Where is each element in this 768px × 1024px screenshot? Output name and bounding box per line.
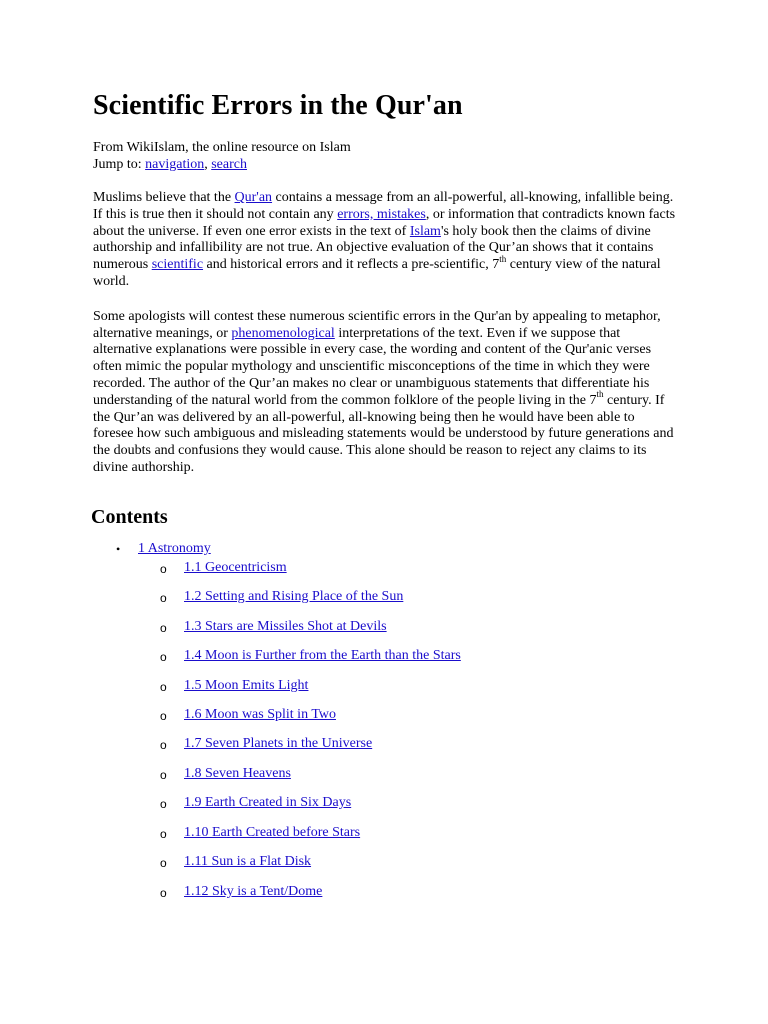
toc-link-seven-heavens[interactable]: 1.8 Seven Heavens <box>184 766 291 781</box>
p2-superscript: th <box>596 389 604 400</box>
toc-subitem <box>160 765 291 783</box>
toc-subitem <box>160 853 312 871</box>
p1-text-4: 's holy book then the claims of divine authorship and infallibility are not true. An objective evaluation of the Qur’an shows that it contains numerous <box>93 223 654 273</box>
toc-subitem <box>160 735 373 753</box>
sub-bullet-icon: o <box>160 738 167 752</box>
p1-text-1: Muslims believe that the <box>93 190 235 205</box>
toc-link-moon-split[interactable]: 1.6 Moon was Split in Two <box>184 707 336 722</box>
quran-link[interactable]: Qur'an <box>234 190 273 205</box>
p2-text-3: century. If the Qur’an was delivered by an all-powerful, all-knowing being then he would have been able to foresee how such ambiguous and misleading statements would be understood by future generations and the doubts and confusions they would cause. This alone should be reason to reject any claims to its divine authorship. <box>93 392 674 475</box>
article-body <box>93 86 678 477</box>
toc-link-flat-disk[interactable]: 1.11 Sun is a Flat Disk <box>184 854 312 869</box>
sub-bullet-icon: o <box>160 827 167 841</box>
page-title: Scientific Errors in the Qur'an <box>93 90 463 121</box>
islam-link[interactable]: Islam <box>409 223 441 239</box>
toc-link-geocentricism[interactable]: 1.1 Geocentricism <box>184 560 287 575</box>
p1-text-5: and historical errors and it reflects a pre-scientific, 7 <box>203 257 500 273</box>
apologists-paragraph <box>93 309 678 477</box>
p1-superscript: th <box>499 253 507 264</box>
toc-subitem <box>160 824 361 842</box>
sub-bullet-icon: o <box>160 709 167 723</box>
contents-heading: Contents <box>91 506 168 528</box>
toc-link-six-days[interactable]: 1.9 Earth Created in Six Days <box>184 795 352 810</box>
p2-text-1: Some apologists will contest these numerous scientific errors in the Qur'an by appealing to metaphor, alternative meanings, or <box>93 308 661 341</box>
toc-link-earth-before-stars[interactable]: 1.10 Earth Created before Stars <box>184 825 361 840</box>
toc-item-astronomy <box>116 540 211 558</box>
sub-bullet-icon: o <box>160 797 167 811</box>
errors-mistakes-link[interactable]: errors, mistakes <box>337 206 426 222</box>
jump-to-label: Jump to: <box>93 156 146 172</box>
sub-bullet-icon: o <box>160 562 167 576</box>
phenomenological-link[interactable]: phenomenological <box>231 325 335 341</box>
scientific-link[interactable]: scientific <box>151 257 204 273</box>
p1-text-6: century view of the natural world. <box>93 257 661 289</box>
toc-subitem <box>160 677 309 695</box>
site-subtitle: From WikiIslam, the online resource on Islam <box>93 140 351 155</box>
p1-text-3: , or information that contradicts known facts about the universe. If even one error exists in the text of <box>93 206 676 239</box>
intro-paragraph <box>93 190 678 291</box>
toc-link-moon-further[interactable]: 1.4 Moon is Further from the Earth than the Stars <box>184 648 461 663</box>
toc-subitem <box>160 883 323 901</box>
jump-separator: , <box>204 156 212 172</box>
toc-subitem <box>160 559 287 577</box>
jump-search-link[interactable]: search <box>211 156 247 172</box>
p1-text-2: contains a message from an all-powerful, all-knowing, infallible being. If this is true then it should not contain any <box>93 190 674 222</box>
toc-link-setting-rising-sun[interactable]: 1.2 Setting and Rising Place of the Sun <box>184 589 404 604</box>
toc-subitem <box>160 706 336 724</box>
jump-navigation-link[interactable]: navigation <box>145 156 205 172</box>
toc-subitem <box>160 588 404 606</box>
sub-bullet-icon: o <box>160 621 167 635</box>
sub-bullet-icon: o <box>160 650 167 664</box>
toc-link-stars-missiles[interactable]: 1.3 Stars are Missiles Shot at Devils <box>184 619 387 634</box>
sub-bullet-icon: o <box>160 680 167 694</box>
toc-link-astronomy[interactable]: 1 Astronomy <box>138 541 211 556</box>
bullet-icon: • <box>116 542 121 556</box>
sub-bullet-icon: o <box>160 886 167 900</box>
toc-subitem <box>160 618 387 636</box>
sub-bullet-icon: o <box>160 856 167 870</box>
toc-link-seven-planets[interactable]: 1.7 Seven Planets in the Universe <box>184 736 373 751</box>
p2-text-2: interpretations of the text. Even if we suppose that alternative explanations were possible in every case, the wording and content of the Qur'anic verses often mimic the popular mythology and unscientific misconceptions of the time in which they were recorded. The author of the Qur’an makes no clear or unambiguous statements that differentiate his understanding of the natural world from the common folklore of the people living in the 7 <box>93 325 652 408</box>
toc-subitem <box>160 794 352 812</box>
sub-bullet-icon: o <box>160 768 167 782</box>
toc-subitem <box>160 647 461 665</box>
sub-bullet-icon: o <box>160 591 167 605</box>
jump-to-bar <box>93 157 678 174</box>
toc-link-sky-tent-dome[interactable]: 1.12 Sky is a Tent/Dome <box>184 884 323 899</box>
toc-link-moon-emits-light[interactable]: 1.5 Moon Emits Light <box>184 678 309 693</box>
